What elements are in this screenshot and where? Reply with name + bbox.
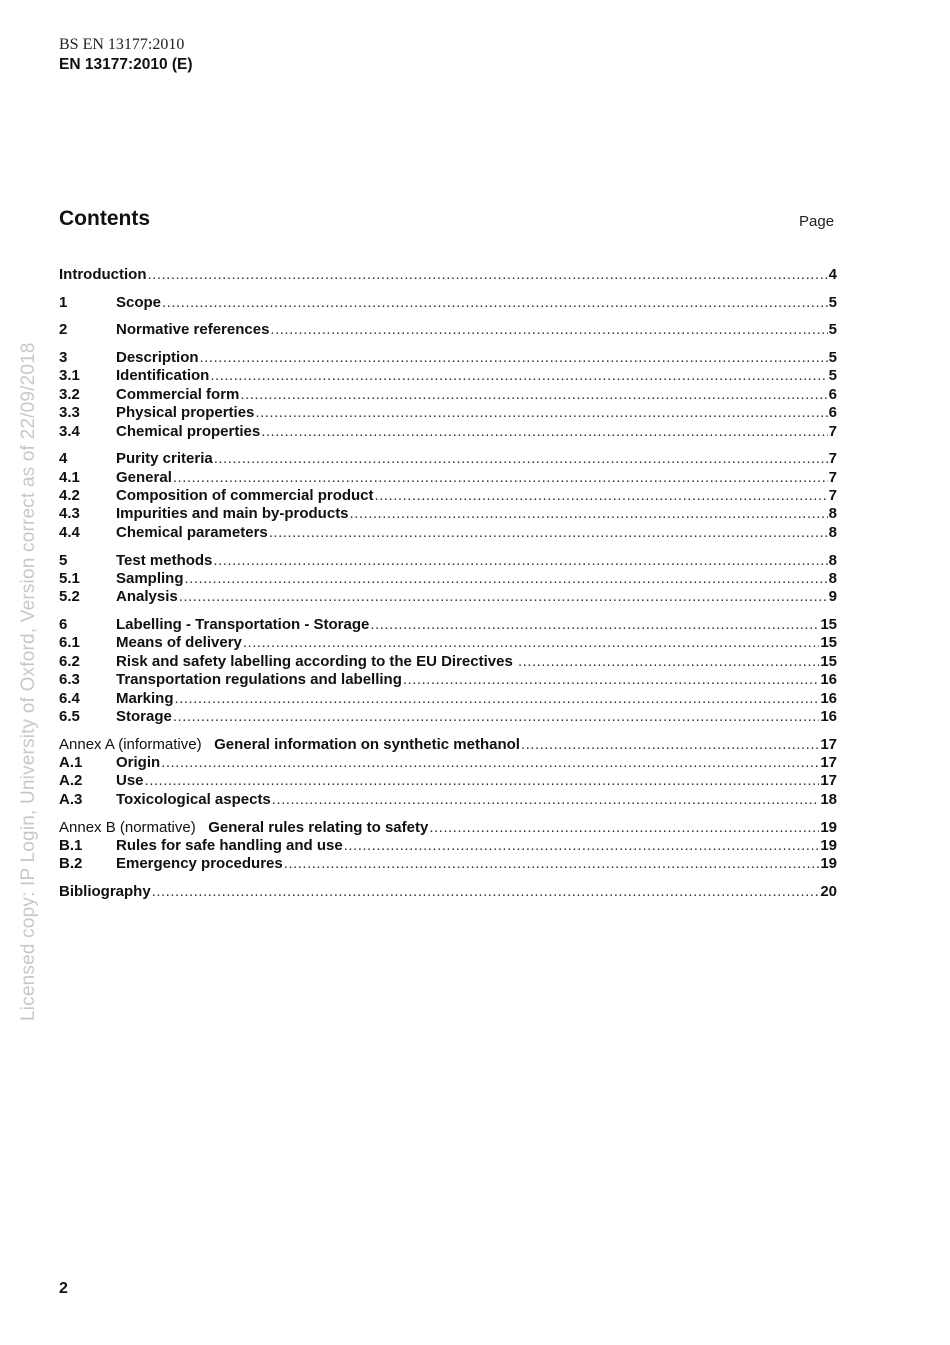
toc-entry[interactable] xyxy=(59,570,837,588)
toc-entry-number: 4 xyxy=(59,450,68,468)
toc-entry-page: 15 xyxy=(820,616,837,634)
toc-entry-title: Bibliography xyxy=(59,883,151,900)
toc-entry-page: 8 xyxy=(828,523,837,541)
toc-entry-page: 19 xyxy=(820,855,837,873)
toc-entry-title: Emergency procedures xyxy=(116,855,283,873)
toc-entry-page: 15 xyxy=(820,652,837,670)
toc-entry-page: 5 xyxy=(828,321,837,339)
toc-entry-number: 3.1 xyxy=(59,367,80,385)
toc-entry-title: Means of delivery xyxy=(116,634,242,652)
toc-entry-number: 4.2 xyxy=(59,487,80,505)
toc-entry-number: 4.3 xyxy=(59,505,80,523)
toc-entry-page: 7 xyxy=(828,468,837,486)
toc-entry-page: 19 xyxy=(820,836,837,854)
table-of-contents xyxy=(59,266,837,901)
toc-entry-number: 5.1 xyxy=(59,569,80,587)
toc-dot-leader xyxy=(175,690,820,708)
toc-entry-page: 7 xyxy=(828,422,837,440)
toc-entry[interactable] xyxy=(59,266,837,284)
toc-entry-page: 18 xyxy=(820,790,837,808)
toc-dot-leader xyxy=(214,450,828,468)
toc-entry[interactable] xyxy=(59,819,837,837)
license-watermark: Licensed copy: IP Login, University of Oxford, Version correct as of 22/09/2018 xyxy=(18,342,39,1021)
toc-entry-number: 3.3 xyxy=(59,404,80,422)
toc-entry[interactable] xyxy=(59,386,837,404)
toc-entry-page: 5 xyxy=(828,293,837,311)
toc-entry[interactable] xyxy=(59,754,837,772)
toc-dot-leader xyxy=(429,819,819,837)
toc-dot-leader xyxy=(173,469,828,487)
toc-entry-title: Toxicological aspects xyxy=(116,790,271,808)
toc-entry-page: 4 xyxy=(828,266,837,283)
toc-entry-title: Impurities and main by-products xyxy=(116,505,349,523)
toc-entry-number: 3.4 xyxy=(59,422,80,440)
toc-entry-title: Labelling - Transportation - Storage xyxy=(116,616,370,634)
toc-entry-title: General rules relating to safety xyxy=(208,818,429,836)
toc-entry[interactable] xyxy=(59,487,837,505)
toc-entry-title: Identification xyxy=(116,367,210,385)
toc-entry[interactable] xyxy=(59,855,837,873)
toc-entry-title: Chemical parameters xyxy=(116,523,268,541)
toc-entry[interactable] xyxy=(59,653,837,671)
toc-entry-page: 6 xyxy=(828,385,837,403)
toc-entry-title: Transportation regulations and labelling xyxy=(116,671,402,689)
toc-entry-number: 3 xyxy=(59,349,68,367)
toc-entry-title: Use xyxy=(116,772,144,790)
toc-entry-title: Analysis xyxy=(116,588,178,606)
toc-dot-leader xyxy=(240,386,827,404)
toc-entry-page: 16 xyxy=(820,689,837,707)
toc-entry[interactable] xyxy=(59,690,837,708)
toc-dot-leader xyxy=(284,855,820,873)
header-standard-en: EN 13177:2010 (E) xyxy=(59,56,193,73)
toc-entry-number: A.1 xyxy=(59,754,83,772)
toc-entry-page: 8 xyxy=(828,551,837,569)
toc-entry[interactable] xyxy=(59,634,837,652)
toc-entry-page: 9 xyxy=(828,588,837,606)
toc-entry-title: Rules for safe handling and use xyxy=(116,836,343,854)
toc-entry-title: Description xyxy=(116,349,199,367)
toc-dot-leader xyxy=(375,487,828,505)
toc-entry[interactable] xyxy=(59,423,837,441)
toc-entry[interactable] xyxy=(59,294,837,312)
toc-entry-page: 17 xyxy=(820,772,837,790)
toc-dot-leader xyxy=(200,349,828,367)
toc-dot-leader xyxy=(518,653,819,671)
toc-entry-title: Commercial form xyxy=(116,385,240,403)
toc-entry-page: 7 xyxy=(828,450,837,468)
toc-entry-page: 19 xyxy=(820,818,837,836)
toc-dot-leader xyxy=(152,883,820,901)
toc-entry-number: 1 xyxy=(59,293,68,311)
toc-entry-title: Marking xyxy=(116,689,174,707)
page-title: Contents xyxy=(59,207,150,230)
toc-entry-number: A.3 xyxy=(59,790,83,808)
toc-dot-leader xyxy=(370,616,819,634)
toc-dot-leader xyxy=(162,294,828,312)
toc-entry-page: 15 xyxy=(820,634,837,652)
toc-entry-number: 6.5 xyxy=(59,707,80,725)
toc-entry-title: Storage xyxy=(116,707,172,725)
toc-entry[interactable] xyxy=(59,505,837,523)
toc-entry-title: Origin xyxy=(116,754,161,772)
toc-entry-page: 5 xyxy=(828,349,837,367)
toc-entry[interactable] xyxy=(59,588,837,606)
toc-entry-title: Composition of commercial product xyxy=(116,487,374,505)
toc-entry-title: Purity criteria xyxy=(116,450,213,468)
toc-dot-leader xyxy=(255,404,827,422)
toc-entry-page: 8 xyxy=(828,569,837,587)
toc-entry[interactable] xyxy=(59,791,837,809)
toc-entry-title: Risk and safety labelling according to the EU Directives xyxy=(116,652,517,670)
toc-entry-title: General information on synthetic methanol xyxy=(214,735,520,753)
toc-dot-leader xyxy=(350,505,828,523)
toc-entry-number: 2 xyxy=(59,321,68,339)
toc-dot-leader xyxy=(173,708,819,726)
toc-entry[interactable] xyxy=(59,671,837,689)
toc-entry[interactable] xyxy=(59,469,837,487)
toc-entry-number: B.1 xyxy=(59,836,83,854)
toc-entry-number: 3.2 xyxy=(59,385,80,403)
toc-entry-title: Test methods xyxy=(116,551,213,569)
toc-entry-number: 4.4 xyxy=(59,523,80,541)
toc-entry-page: 6 xyxy=(828,404,837,422)
toc-entry[interactable] xyxy=(59,404,837,422)
toc-entry-title: Chemical properties xyxy=(116,422,261,440)
toc-entry-number: A.2 xyxy=(59,772,83,790)
toc-entry-number: 5.2 xyxy=(59,588,80,606)
toc-entry-number: 6.1 xyxy=(59,634,80,652)
toc-entry-page: 5 xyxy=(828,367,837,385)
toc-entry[interactable] xyxy=(59,367,837,385)
toc-dot-leader xyxy=(261,423,827,441)
toc-entry-page: 8 xyxy=(828,505,837,523)
toc-entry-title: Sampling xyxy=(116,569,184,587)
toc-annex-label: Annex A (informative) xyxy=(59,735,215,753)
toc-dot-leader xyxy=(185,570,828,588)
toc-dot-leader xyxy=(269,524,828,542)
toc-entry-number: 6.2 xyxy=(59,652,80,670)
toc-annex-label: Annex B (normative) xyxy=(59,818,209,836)
toc-entry[interactable] xyxy=(59,524,837,542)
toc-entry-number: B.2 xyxy=(59,855,83,873)
toc-entry-page: 16 xyxy=(820,671,837,689)
toc-dot-leader xyxy=(161,754,819,772)
toc-entry-page: 17 xyxy=(820,735,837,753)
toc-entry[interactable] xyxy=(59,736,837,754)
toc-dot-leader xyxy=(210,367,827,385)
toc-entry[interactable] xyxy=(59,552,837,570)
toc-dot-leader xyxy=(179,588,828,606)
toc-entry[interactable] xyxy=(59,708,837,726)
toc-entry-number: 5 xyxy=(59,551,68,569)
toc-entry[interactable] xyxy=(59,616,837,634)
toc-entry[interactable] xyxy=(59,349,837,367)
page-number: 2 xyxy=(59,1280,68,1297)
toc-entry-page: 20 xyxy=(820,883,837,900)
toc-entry-number: 6.4 xyxy=(59,689,80,707)
toc-entry-number: 6 xyxy=(59,616,68,634)
toc-entry-title: Introduction xyxy=(59,266,147,283)
toc-dot-leader xyxy=(272,791,820,809)
page-column-label: Page xyxy=(799,213,835,230)
toc-dot-leader xyxy=(270,321,827,339)
toc-entry-title: General xyxy=(116,468,172,486)
toc-entry-page: 16 xyxy=(820,707,837,725)
toc-entry[interactable] xyxy=(59,321,837,339)
toc-dot-leader xyxy=(243,634,819,652)
toc-entry[interactable] xyxy=(59,772,837,790)
toc-dot-leader xyxy=(403,671,819,689)
toc-entry-title: Scope xyxy=(116,293,162,311)
toc-dot-leader xyxy=(145,772,820,790)
toc-entry-title: Normative references xyxy=(116,321,270,339)
toc-entry-page: 17 xyxy=(820,754,837,772)
toc-entry[interactable] xyxy=(59,837,837,855)
toc-dot-leader xyxy=(213,552,827,570)
toc-dot-leader xyxy=(344,837,820,855)
header-standard-bs: BS EN 13177:2010 xyxy=(59,36,185,53)
toc-entry-page: 7 xyxy=(828,487,837,505)
toc-entry-number: 6.3 xyxy=(59,671,80,689)
toc-entry[interactable] xyxy=(59,450,837,468)
toc-entry[interactable] xyxy=(59,883,837,901)
toc-entry-title: Physical properties xyxy=(116,404,255,422)
toc-dot-leader xyxy=(521,736,819,754)
toc-dot-leader xyxy=(147,266,827,284)
toc-entry-number: 4.1 xyxy=(59,468,80,486)
